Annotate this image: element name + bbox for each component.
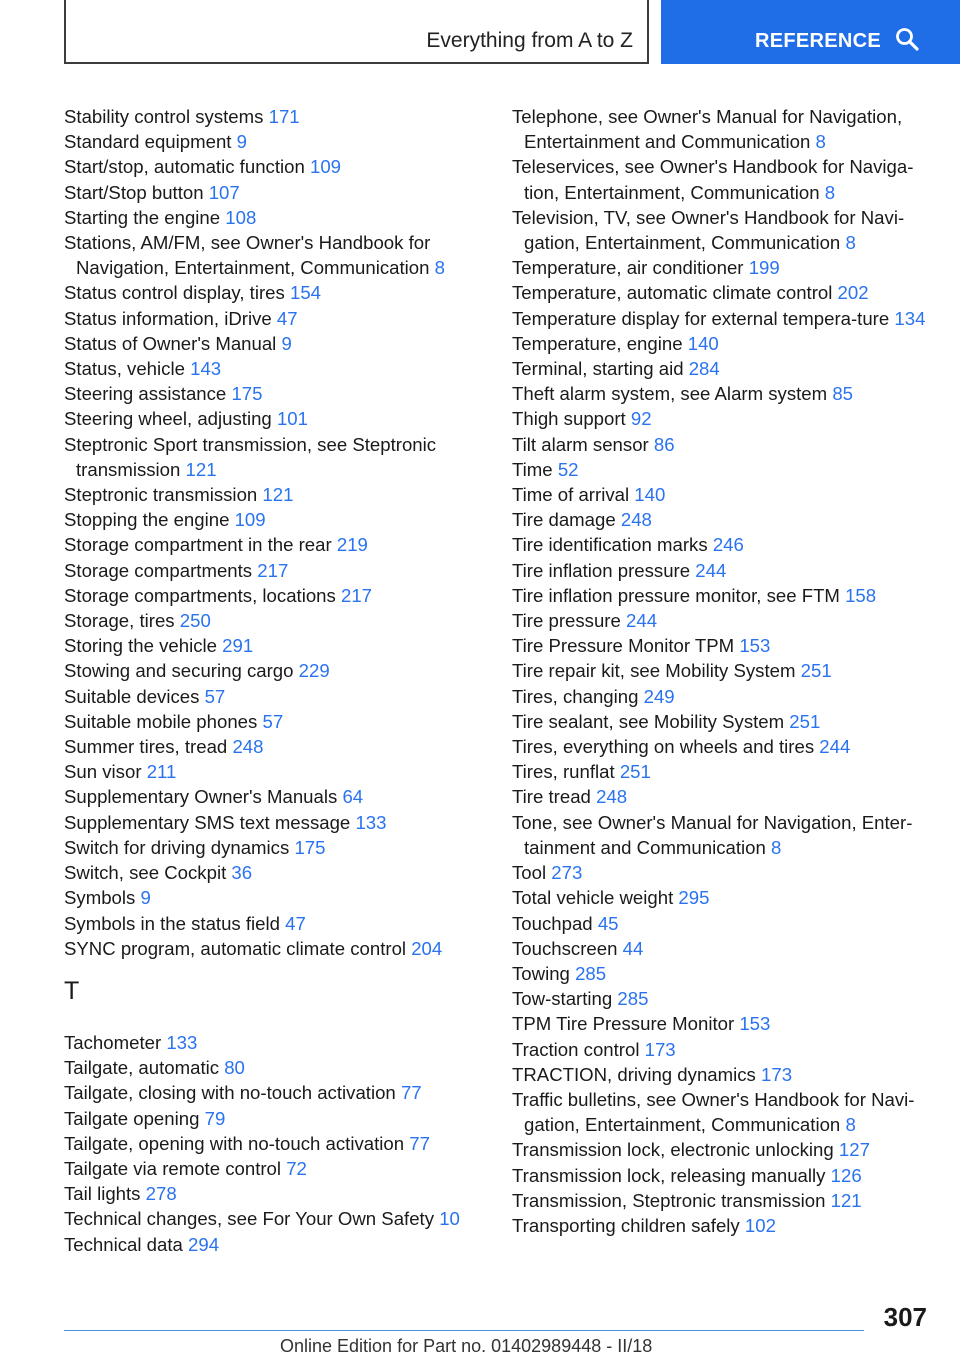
reference-tab-label: REFERENCE xyxy=(755,30,882,52)
page-reference-link[interactable]: 8 xyxy=(434,257,445,279)
index-entry xyxy=(512,633,942,658)
page-reference-link[interactable]: 244 xyxy=(695,559,727,581)
page-reference-link[interactable]: 250 xyxy=(179,610,211,632)
index-entry xyxy=(64,1206,494,1231)
page-reference-link[interactable]: 133 xyxy=(166,1031,198,1053)
index-entry xyxy=(512,734,942,759)
page-reference-link[interactable]: 251 xyxy=(800,660,832,682)
index-entry-term: Storage compartment in the rear xyxy=(64,534,332,556)
index-entry-term: TRACTION, driving dynamics xyxy=(512,1063,756,1085)
page-reference-link[interactable]: 295 xyxy=(678,887,710,909)
index-entry xyxy=(512,885,942,910)
index-entry xyxy=(64,759,494,784)
index-entry xyxy=(512,684,942,709)
index-entry-term: Transporting children safely xyxy=(512,1214,740,1236)
index-column-left xyxy=(64,104,494,1257)
page-reference-link[interactable]: 285 xyxy=(575,962,607,984)
page-reference-link[interactable]: 248 xyxy=(620,509,652,531)
index-entry xyxy=(512,331,942,356)
index-entry-term: Stability control systems xyxy=(64,106,264,127)
index-entry-term: Symbols xyxy=(64,887,136,909)
index-entry xyxy=(64,381,494,406)
index-entry-term: Touchpad xyxy=(512,912,593,934)
index-entry xyxy=(512,583,942,608)
index-entry-term: Sun visor xyxy=(64,761,142,783)
index-entry xyxy=(64,432,494,482)
page-reference-link[interactable]: 57 xyxy=(204,685,226,707)
index-entry xyxy=(512,154,942,204)
index-entry-term: Time xyxy=(512,458,553,480)
index-entry-term: Tire identification marks xyxy=(512,534,708,556)
index-entry xyxy=(64,331,494,356)
index-entry-term: Tailgate via remote control xyxy=(64,1157,282,1179)
index-entry-term: Supplementary Owner's Manuals xyxy=(64,786,338,808)
index-entry xyxy=(64,936,494,961)
index-entry xyxy=(512,381,942,406)
page-reference-link[interactable]: 79 xyxy=(204,1107,226,1129)
index-entry xyxy=(512,1087,942,1137)
index-entry xyxy=(64,1181,494,1206)
page-reference-link[interactable]: 248 xyxy=(232,736,264,758)
index-entry-term: Suitable mobile phones xyxy=(64,710,258,732)
index-entry-term: Storage, tires xyxy=(64,610,175,632)
index-entry xyxy=(64,180,494,205)
index-entry-term: Start/stop, automatic function xyxy=(64,156,305,178)
index-entry xyxy=(512,104,942,154)
page-reference-link[interactable]: 202 xyxy=(837,282,869,304)
index-entry-term: Tachometer xyxy=(64,1031,162,1053)
page-reference-link[interactable]: 211 xyxy=(146,761,177,783)
index-entry-term: Tire damage xyxy=(512,509,616,531)
page-reference-link[interactable]: 126 xyxy=(830,1164,862,1186)
index-entry xyxy=(64,1232,494,1257)
page-reference-link[interactable]: 273 xyxy=(551,862,583,884)
index-entry-term: Temperature display for external tempera-ture xyxy=(512,307,890,329)
index-entry xyxy=(512,1037,942,1062)
index-entry xyxy=(512,205,942,255)
index-entry-term: Transmission lock, electronic unlocking xyxy=(512,1139,834,1161)
index-entry-term: Tire pressure xyxy=(512,610,621,632)
page-reference-link[interactable]: 86 xyxy=(653,433,675,455)
page-reference-link[interactable]: 47 xyxy=(276,307,298,329)
index-entry xyxy=(64,608,494,633)
index-entry xyxy=(64,583,494,608)
index-entry xyxy=(512,1137,942,1162)
index-entry xyxy=(512,860,942,885)
index-entry xyxy=(512,1011,942,1036)
index-entry-term: TPM Tire Pressure Monitor xyxy=(512,1013,735,1035)
index-entry xyxy=(64,784,494,809)
index-entry-term: Status control display, tires xyxy=(64,282,285,304)
index-entry-term: Technical changes, see For Your Own Safety xyxy=(64,1208,435,1230)
page-reference-link[interactable]: 143 xyxy=(190,358,222,380)
index-entry xyxy=(64,356,494,381)
index-entry xyxy=(512,936,942,961)
page-reference-link[interactable]: 248 xyxy=(596,786,628,808)
index-entry-term: Storing the vehicle xyxy=(64,635,217,657)
index-entry-term: Start/Stop button xyxy=(64,181,204,203)
index-entry-term: Telephone, see Owner's Manual for Navigation, Entertainment and Communication xyxy=(512,106,903,153)
page-reference-link[interactable]: 121 xyxy=(830,1189,862,1211)
page-reference-link[interactable]: 175 xyxy=(231,383,263,405)
index-entry-term: Switch, see Cockpit xyxy=(64,862,227,884)
page-reference-link[interactable]: 9 xyxy=(236,131,247,153)
index-entry-term: Tool xyxy=(512,862,547,884)
index-entry xyxy=(64,230,494,280)
page-reference-link[interactable]: 284 xyxy=(688,358,720,380)
footer-edition: Online Edition for Part no. 01402989448 - II/18 xyxy=(280,1336,653,1356)
search-icon[interactable] xyxy=(895,27,919,51)
index-entry xyxy=(64,532,494,557)
page-reference-link[interactable]: 77 xyxy=(409,1132,430,1154)
index-entry xyxy=(64,205,494,230)
index-entry xyxy=(64,1055,494,1080)
index-entry-term: Total vehicle weight xyxy=(512,887,674,909)
index-entry-term: Tires, everything on wheels and tires xyxy=(512,736,815,758)
page-reference-link[interactable]: 133 xyxy=(355,811,387,833)
page-reference-link[interactable]: 171 xyxy=(268,106,300,127)
index-entry xyxy=(64,1106,494,1131)
index-entry-term: Towing xyxy=(512,962,570,984)
index-entry-term: Transmission, Steptronic transmission xyxy=(512,1189,826,1211)
index-entry-term: Theft alarm system, see Alarm system xyxy=(512,383,828,405)
page-reference-link[interactable]: 134 xyxy=(894,307,926,329)
page-reference-link[interactable]: 158 xyxy=(845,584,877,606)
page-reference-link[interactable]: 45 xyxy=(597,912,619,934)
page-reference-link[interactable]: 199 xyxy=(748,257,780,279)
index-entry xyxy=(64,104,494,129)
index-entry xyxy=(64,684,494,709)
index-entry xyxy=(64,835,494,860)
page-reference-link[interactable]: 154 xyxy=(289,282,322,304)
page-reference-link[interactable]: 72 xyxy=(286,1157,307,1179)
index-entry-term: Temperature, engine xyxy=(512,332,683,354)
index-entry-term: Traction control xyxy=(512,1038,640,1060)
index-entry-term: Symbols in the status field xyxy=(64,912,280,934)
page-reference-link[interactable]: 127 xyxy=(838,1139,870,1161)
page-reference-link[interactable]: 44 xyxy=(622,937,644,959)
index-entry xyxy=(512,306,942,331)
page-reference-link[interactable]: 153 xyxy=(739,635,771,657)
page-reference-link[interactable]: 246 xyxy=(712,534,744,556)
index-entry xyxy=(512,759,942,784)
page-reference-link[interactable]: 64 xyxy=(342,786,364,808)
index-entry xyxy=(64,1131,494,1156)
index-entry-term: Technical data xyxy=(64,1233,183,1255)
index-entry xyxy=(64,810,494,835)
index-entry xyxy=(64,1156,494,1181)
index-entry-term: Steering assistance xyxy=(64,383,227,405)
page-reference-link[interactable]: 140 xyxy=(634,484,666,506)
index-entry xyxy=(512,356,942,381)
index-entry xyxy=(64,507,494,532)
index-entry-term: Storage compartments xyxy=(64,559,253,581)
page-reference-link[interactable]: 140 xyxy=(687,332,719,354)
index-entry xyxy=(512,532,942,557)
index-entry-term: Tire inflation pressure monitor, see FTM xyxy=(512,584,840,606)
index-entry-term: Tilt alarm sensor xyxy=(512,433,649,455)
index-entry-term: Tire repair kit, see Mobility System xyxy=(512,660,796,682)
index-entry xyxy=(64,154,494,179)
index-entry xyxy=(64,911,494,936)
index-entry-term: Steptronic transmission xyxy=(64,484,258,506)
section-title: Everything from A to Z xyxy=(426,29,633,52)
index-entry-term: Tailgate, closing with no-touch activation xyxy=(64,1082,396,1104)
page-reference-link[interactable]: 85 xyxy=(832,383,853,405)
index-entry-term: Stopping the engine xyxy=(64,509,230,531)
page-reference-link[interactable]: 244 xyxy=(819,736,851,758)
index-entry-term: Tires, changing xyxy=(512,685,639,707)
page-reference-link[interactable]: 278 xyxy=(145,1183,177,1205)
index-entry-term: Summer tires, tread xyxy=(64,736,228,758)
index-entry-term: Supplementary SMS text message xyxy=(64,811,351,833)
header-section-box xyxy=(64,0,649,64)
page-reference-link[interactable]: 121 xyxy=(185,458,217,480)
index-entry xyxy=(512,709,942,734)
index-entry xyxy=(512,255,942,280)
index-entry xyxy=(512,1213,942,1238)
index-entry-term: Tail lights xyxy=(64,1183,141,1205)
index-entry-term: Status information, iDrive xyxy=(64,307,272,329)
page-reference-link[interactable]: 251 xyxy=(789,710,821,732)
page-reference-link[interactable]: 8 xyxy=(771,836,782,858)
index-entry-term: Touchscreen xyxy=(512,937,618,959)
index-entry-term: Stations, AM/FM, see Owner's Handbook for Navigation, Entertainment, Communication xyxy=(64,232,431,279)
index-entry-term: Standard equipment xyxy=(64,131,232,153)
index-entry xyxy=(512,507,942,532)
index-entry-term: Transmission lock, releasing manually xyxy=(512,1164,826,1186)
page-reference-link[interactable]: 249 xyxy=(643,685,675,707)
index-entry xyxy=(64,885,494,910)
index-entry-term: Tire inflation pressure xyxy=(512,559,691,581)
index-entry xyxy=(64,1030,494,1055)
index-entry-term: Steering wheel, adjusting xyxy=(64,408,272,430)
reference-tab[interactable] xyxy=(661,0,960,64)
footer-divider xyxy=(64,1330,864,1331)
page-reference-link[interactable]: 57 xyxy=(262,710,284,732)
page-reference-link[interactable]: 8 xyxy=(824,181,836,203)
page-reference-link[interactable]: 219 xyxy=(336,534,368,556)
index-entry xyxy=(512,558,942,583)
index-entry xyxy=(512,911,942,936)
page-reference-link[interactable]: 229 xyxy=(298,660,330,682)
index-entry-term: Tone, see Owner's Manual for Navigation, Enter-tainment and Communication xyxy=(512,811,913,858)
index-entry xyxy=(64,709,494,734)
index-entry xyxy=(512,658,942,683)
index-entry-term: Steptronic Sport transmission, see Steptronic transmission xyxy=(64,433,437,480)
index-entry-term: Tailgate, automatic xyxy=(64,1057,220,1079)
page-reference-link[interactable]: 52 xyxy=(557,458,579,480)
index-entry xyxy=(512,406,942,431)
page-reference-link[interactable]: 108 xyxy=(225,206,257,228)
index-entry-term: Teleservices, see Owner's Handbook for Naviga-tion, Entertainment, Communication xyxy=(512,156,914,203)
page-reference-link[interactable]: 153 xyxy=(739,1013,771,1035)
page-reference-link[interactable]: 47 xyxy=(285,912,306,934)
index-entry-term: Status of Owner's Manual xyxy=(64,332,277,354)
page-reference-link[interactable]: 9 xyxy=(281,332,292,354)
index-entry-term: Tailgate opening xyxy=(64,1107,200,1129)
index-entry-term: Traffic bulletins, see Owner's Handbook for Navi-gation, Entertainment, Communication xyxy=(512,1088,915,1136)
index-entry xyxy=(64,658,494,683)
page-reference-link[interactable]: 217 xyxy=(257,559,289,581)
index-entry xyxy=(64,1080,494,1105)
page-reference-link[interactable]: 121 xyxy=(262,484,294,506)
page-reference-link[interactable]: 8 xyxy=(815,131,826,153)
index-entry xyxy=(512,482,942,507)
page-reference-link[interactable]: 173 xyxy=(644,1038,676,1060)
page-reference-link[interactable]: 175 xyxy=(294,836,326,858)
index-entry xyxy=(64,860,494,885)
index-entry xyxy=(512,810,942,860)
index-entry-term: Tow-starting xyxy=(512,988,613,1010)
page-reference-link[interactable]: 285 xyxy=(617,988,649,1010)
index-entry xyxy=(512,986,942,1011)
index-entry-term: Terminal, starting aid xyxy=(512,358,684,380)
index-entry xyxy=(512,1163,942,1188)
index-entry xyxy=(64,482,494,507)
page-reference-link[interactable]: 10 xyxy=(439,1208,460,1230)
page-reference-link[interactable]: 8 xyxy=(845,1114,856,1136)
index-entry-term: Temperature, air conditioner xyxy=(512,257,744,279)
index-entry-term: Switch for driving dynamics xyxy=(64,836,290,858)
index-entry xyxy=(512,457,942,482)
page-reference-link[interactable]: 204 xyxy=(411,937,443,959)
page-reference-link[interactable]: 109 xyxy=(309,156,342,178)
index-entry-term: Tires, runflat xyxy=(512,761,615,783)
index-entry-term: Stowing and securing cargo xyxy=(64,660,294,682)
index-entry xyxy=(64,558,494,583)
page-reference-link[interactable]: 102 xyxy=(744,1214,776,1236)
page-reference-link[interactable]: 36 xyxy=(231,862,253,884)
index-entry xyxy=(512,280,942,305)
index-entry-term: Starting the engine xyxy=(64,206,221,228)
index-entry xyxy=(64,129,494,154)
index-entry xyxy=(512,961,942,986)
index-entry xyxy=(512,608,942,633)
page-reference-link[interactable]: 244 xyxy=(626,610,658,632)
index-entry-term: Tire Pressure Monitor TPM xyxy=(512,635,735,657)
index-entry xyxy=(64,633,494,658)
page-reference-link[interactable]: 92 xyxy=(630,408,652,430)
index-entry xyxy=(64,734,494,759)
index-entry xyxy=(64,306,494,331)
index-section-letter: T xyxy=(64,976,80,1005)
index-entry-term: SYNC program, automatic climate control xyxy=(64,937,407,959)
index-entry xyxy=(512,432,942,457)
index-entry xyxy=(512,1062,942,1087)
index-entry-term: Time of arrival xyxy=(512,484,630,506)
page-reference-link[interactable]: 101 xyxy=(276,408,308,430)
index-entry xyxy=(512,784,942,809)
index-entry-term: Tire sealant, see Mobility System xyxy=(512,710,785,732)
index-entry xyxy=(64,406,494,431)
index-entry-term: Storage compartments, locations xyxy=(64,584,336,606)
index-column-right xyxy=(512,104,942,1238)
page-reference-link[interactable]: 294 xyxy=(188,1233,220,1255)
index-entry-term: Suitable devices xyxy=(64,685,200,707)
page-reference-link[interactable]: 77 xyxy=(400,1082,422,1104)
index-entry-term: Television, TV, see Owner's Handbook for Navi-gation, Entertainment, Communication xyxy=(512,206,905,254)
page-reference-link[interactable]: 9 xyxy=(140,887,151,909)
page-reference-link[interactable]: 291 xyxy=(222,635,254,657)
page-reference-link[interactable]: 8 xyxy=(845,232,856,254)
index-entry xyxy=(64,280,494,305)
index-entry-term: Tailgate, opening with no-touch activation xyxy=(64,1132,405,1154)
page-reference-link[interactable]: 80 xyxy=(224,1057,245,1079)
index-entry-term: Tire tread xyxy=(512,786,591,808)
index-entry-term: Temperature, automatic climate control xyxy=(512,282,833,304)
page-number: 307 xyxy=(883,1302,927,1332)
index-entry-term: Status, vehicle xyxy=(64,358,185,380)
page-reference-link[interactable]: 217 xyxy=(340,584,373,606)
page-reference-link[interactable]: 109 xyxy=(234,509,266,531)
page-reference-link[interactable]: 173 xyxy=(761,1063,793,1085)
page-reference-link[interactable]: 251 xyxy=(619,761,651,783)
index-entry-term: Thigh support xyxy=(512,408,626,430)
index-entry xyxy=(512,1188,942,1213)
page-reference-link[interactable]: 107 xyxy=(208,181,240,203)
